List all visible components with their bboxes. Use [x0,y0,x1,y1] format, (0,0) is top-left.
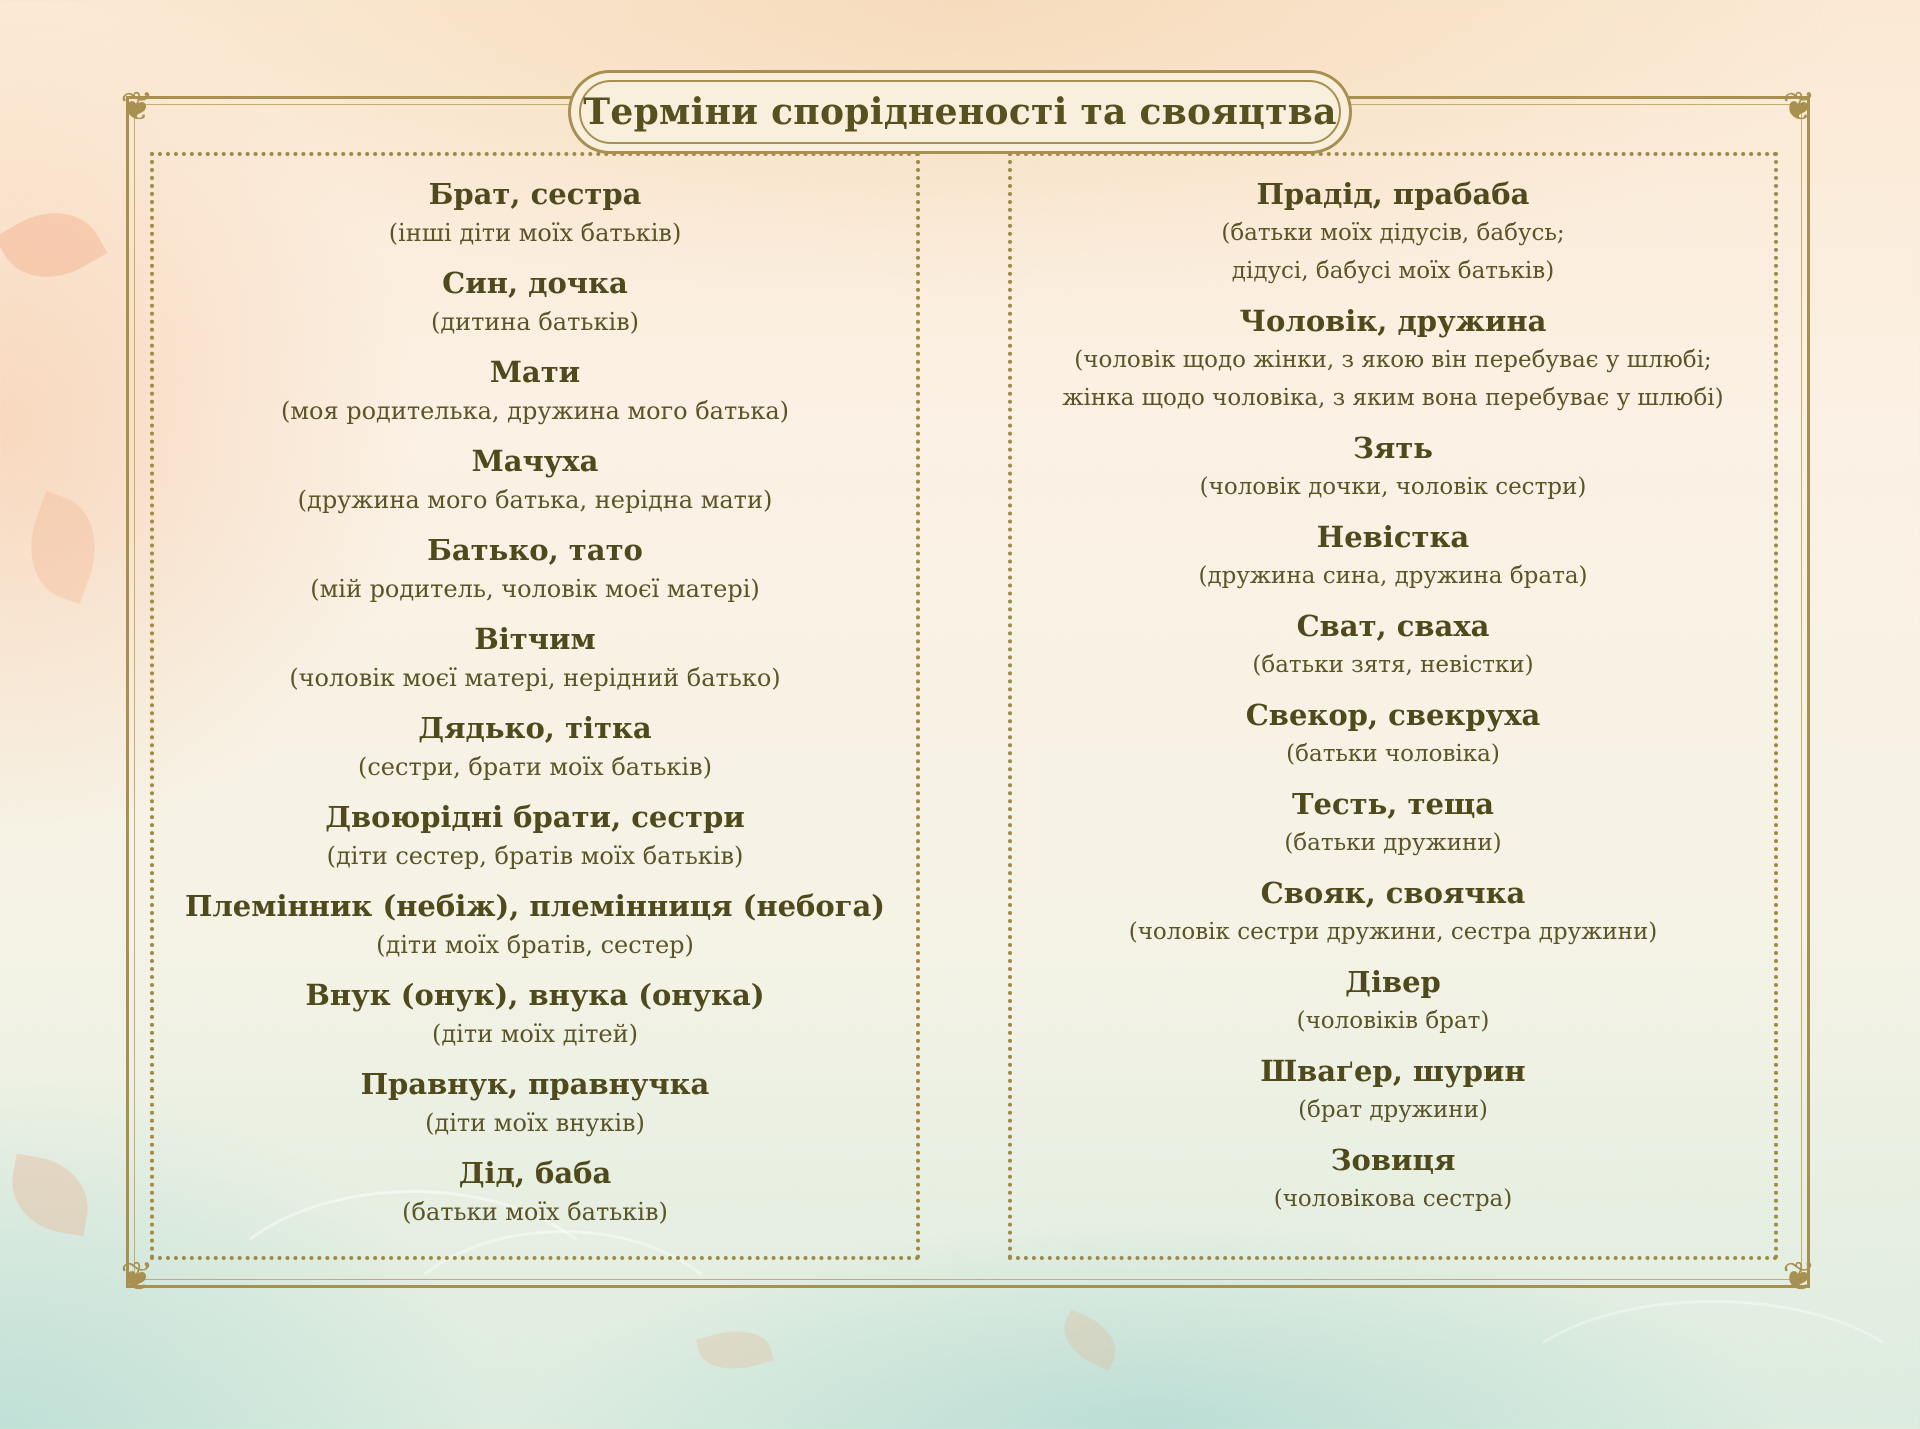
term-heading: Зовиця [1330,1143,1456,1177]
term-entry [1008,301,1778,417]
term-description: дідусі, бабусі моїх батьків) [1231,258,1555,284]
right-term-column [1008,174,1778,1229]
term-description: (чоловік щодо жінки, з якою він перебуває у шлюбі; [1074,347,1712,373]
decorative-leaf [14,491,112,604]
term-heading: Чоловік, дружина [1239,304,1547,338]
corner-ornament-icon: ❦ [120,1254,154,1300]
term-heading: Прадід, прабаба [1256,177,1530,211]
term-description: (батьки моїх дідусів, бабусь; [1221,220,1565,246]
term-heading: Дід, баба [458,1156,612,1190]
term-heading: Мати [489,355,581,389]
term-entry [1008,517,1778,595]
term-entry [150,619,920,697]
term-entry [150,975,920,1053]
term-entry [150,886,920,964]
term-entry [150,352,920,430]
term-heading: Мачуха [471,444,599,478]
decorative-leaf [0,192,107,298]
term-entry [1008,1051,1778,1129]
term-heading: Шваґер, шурин [1260,1054,1526,1088]
term-entry [1008,428,1778,506]
term-entry [1008,174,1778,290]
term-heading: Свекор, свекруха [1245,698,1541,732]
term-description: (дитина батьків) [431,308,639,336]
term-heading: Невістка [1316,520,1470,554]
term-description: (діти моїх братів, сестер) [376,931,694,959]
term-description: (чоловіків брат) [1296,1008,1490,1034]
term-heading: Внук (онук), внука (онука) [305,978,765,1012]
term-description: (діти моїх внуків) [425,1109,645,1137]
term-description: (діти сестер, братів моїх батьків) [326,842,744,870]
term-entry [150,530,920,608]
term-entry [1008,695,1778,773]
term-entry [150,708,920,786]
term-heading: Брат, сестра [428,177,642,211]
corner-ornament-icon: ❦ [1782,84,1816,130]
decorative-leaf [5,1154,96,1237]
term-entry [150,1153,920,1231]
term-description: (діти моїх дітей) [432,1020,638,1048]
term-entry [1008,606,1778,684]
term-description: (інші діти моїх батьків) [388,219,682,247]
term-description: (чоловік сестри дружини, сестра дружини) [1128,919,1658,945]
term-description: (моя родителька, дружина мого батька) [280,397,789,425]
term-entry [150,441,920,519]
term-description: (батьки зятя, невістки) [1252,652,1534,678]
corner-ornament-icon: ❦ [120,84,154,130]
term-description: (чоловік дочки, чоловік сестри) [1199,474,1587,500]
term-heading: Сват, сваха [1296,609,1490,643]
term-description: (батьки чоловіка) [1286,741,1500,767]
term-heading: Батько, тато [427,533,643,567]
term-entry [150,174,920,252]
term-description: (мій родитель, чоловік моєї матері) [310,575,760,603]
term-entry [150,797,920,875]
page-title: Терміни спорідненості та свояцтва [583,91,1337,133]
term-description: (чоловікова сестра) [1273,1186,1513,1212]
term-heading: Зять [1353,431,1433,465]
term-description: (брат дружини) [1298,1097,1488,1123]
term-description: (чоловік моєї матері, нерідний батько) [289,664,781,692]
term-entry [150,1064,920,1142]
corner-ornament-icon: ❦ [1782,1254,1816,1300]
term-heading: Двоюрідні брати, сестри [325,800,745,834]
term-entry [1008,1140,1778,1218]
term-heading: Дядько, тітка [418,711,652,745]
term-description: (дружина мого батька, нерідна мати) [297,486,773,514]
term-description: (батьки моїх батьків) [402,1198,668,1226]
term-heading: Дівер [1345,965,1441,999]
term-description: (сестри, брати моїх батьків) [358,753,712,781]
term-heading: Син, дочка [442,266,628,300]
decorative-swirl [1500,1300,1920,1429]
decorative-leaf [1054,1309,1125,1371]
term-description: (батьки дружини) [1284,830,1502,856]
term-description: (дружина сина, дружина брата) [1198,563,1588,589]
term-entry [1008,962,1778,1040]
term-heading: Вітчим [474,622,596,656]
term-heading: Тесть, теща [1291,787,1495,821]
term-entry [1008,873,1778,951]
term-heading: Правнук, правнучка [360,1067,710,1101]
term-heading: Свояк, своячка [1260,876,1526,910]
term-entry [150,263,920,341]
left-term-column [150,174,920,1242]
term-entry [1008,784,1778,862]
term-description: жінка щодо чоловіка, з яким вона перебуває у шлюбі) [1062,385,1724,411]
term-heading: Племінник (небіж), племінниця (небога) [184,889,886,923]
